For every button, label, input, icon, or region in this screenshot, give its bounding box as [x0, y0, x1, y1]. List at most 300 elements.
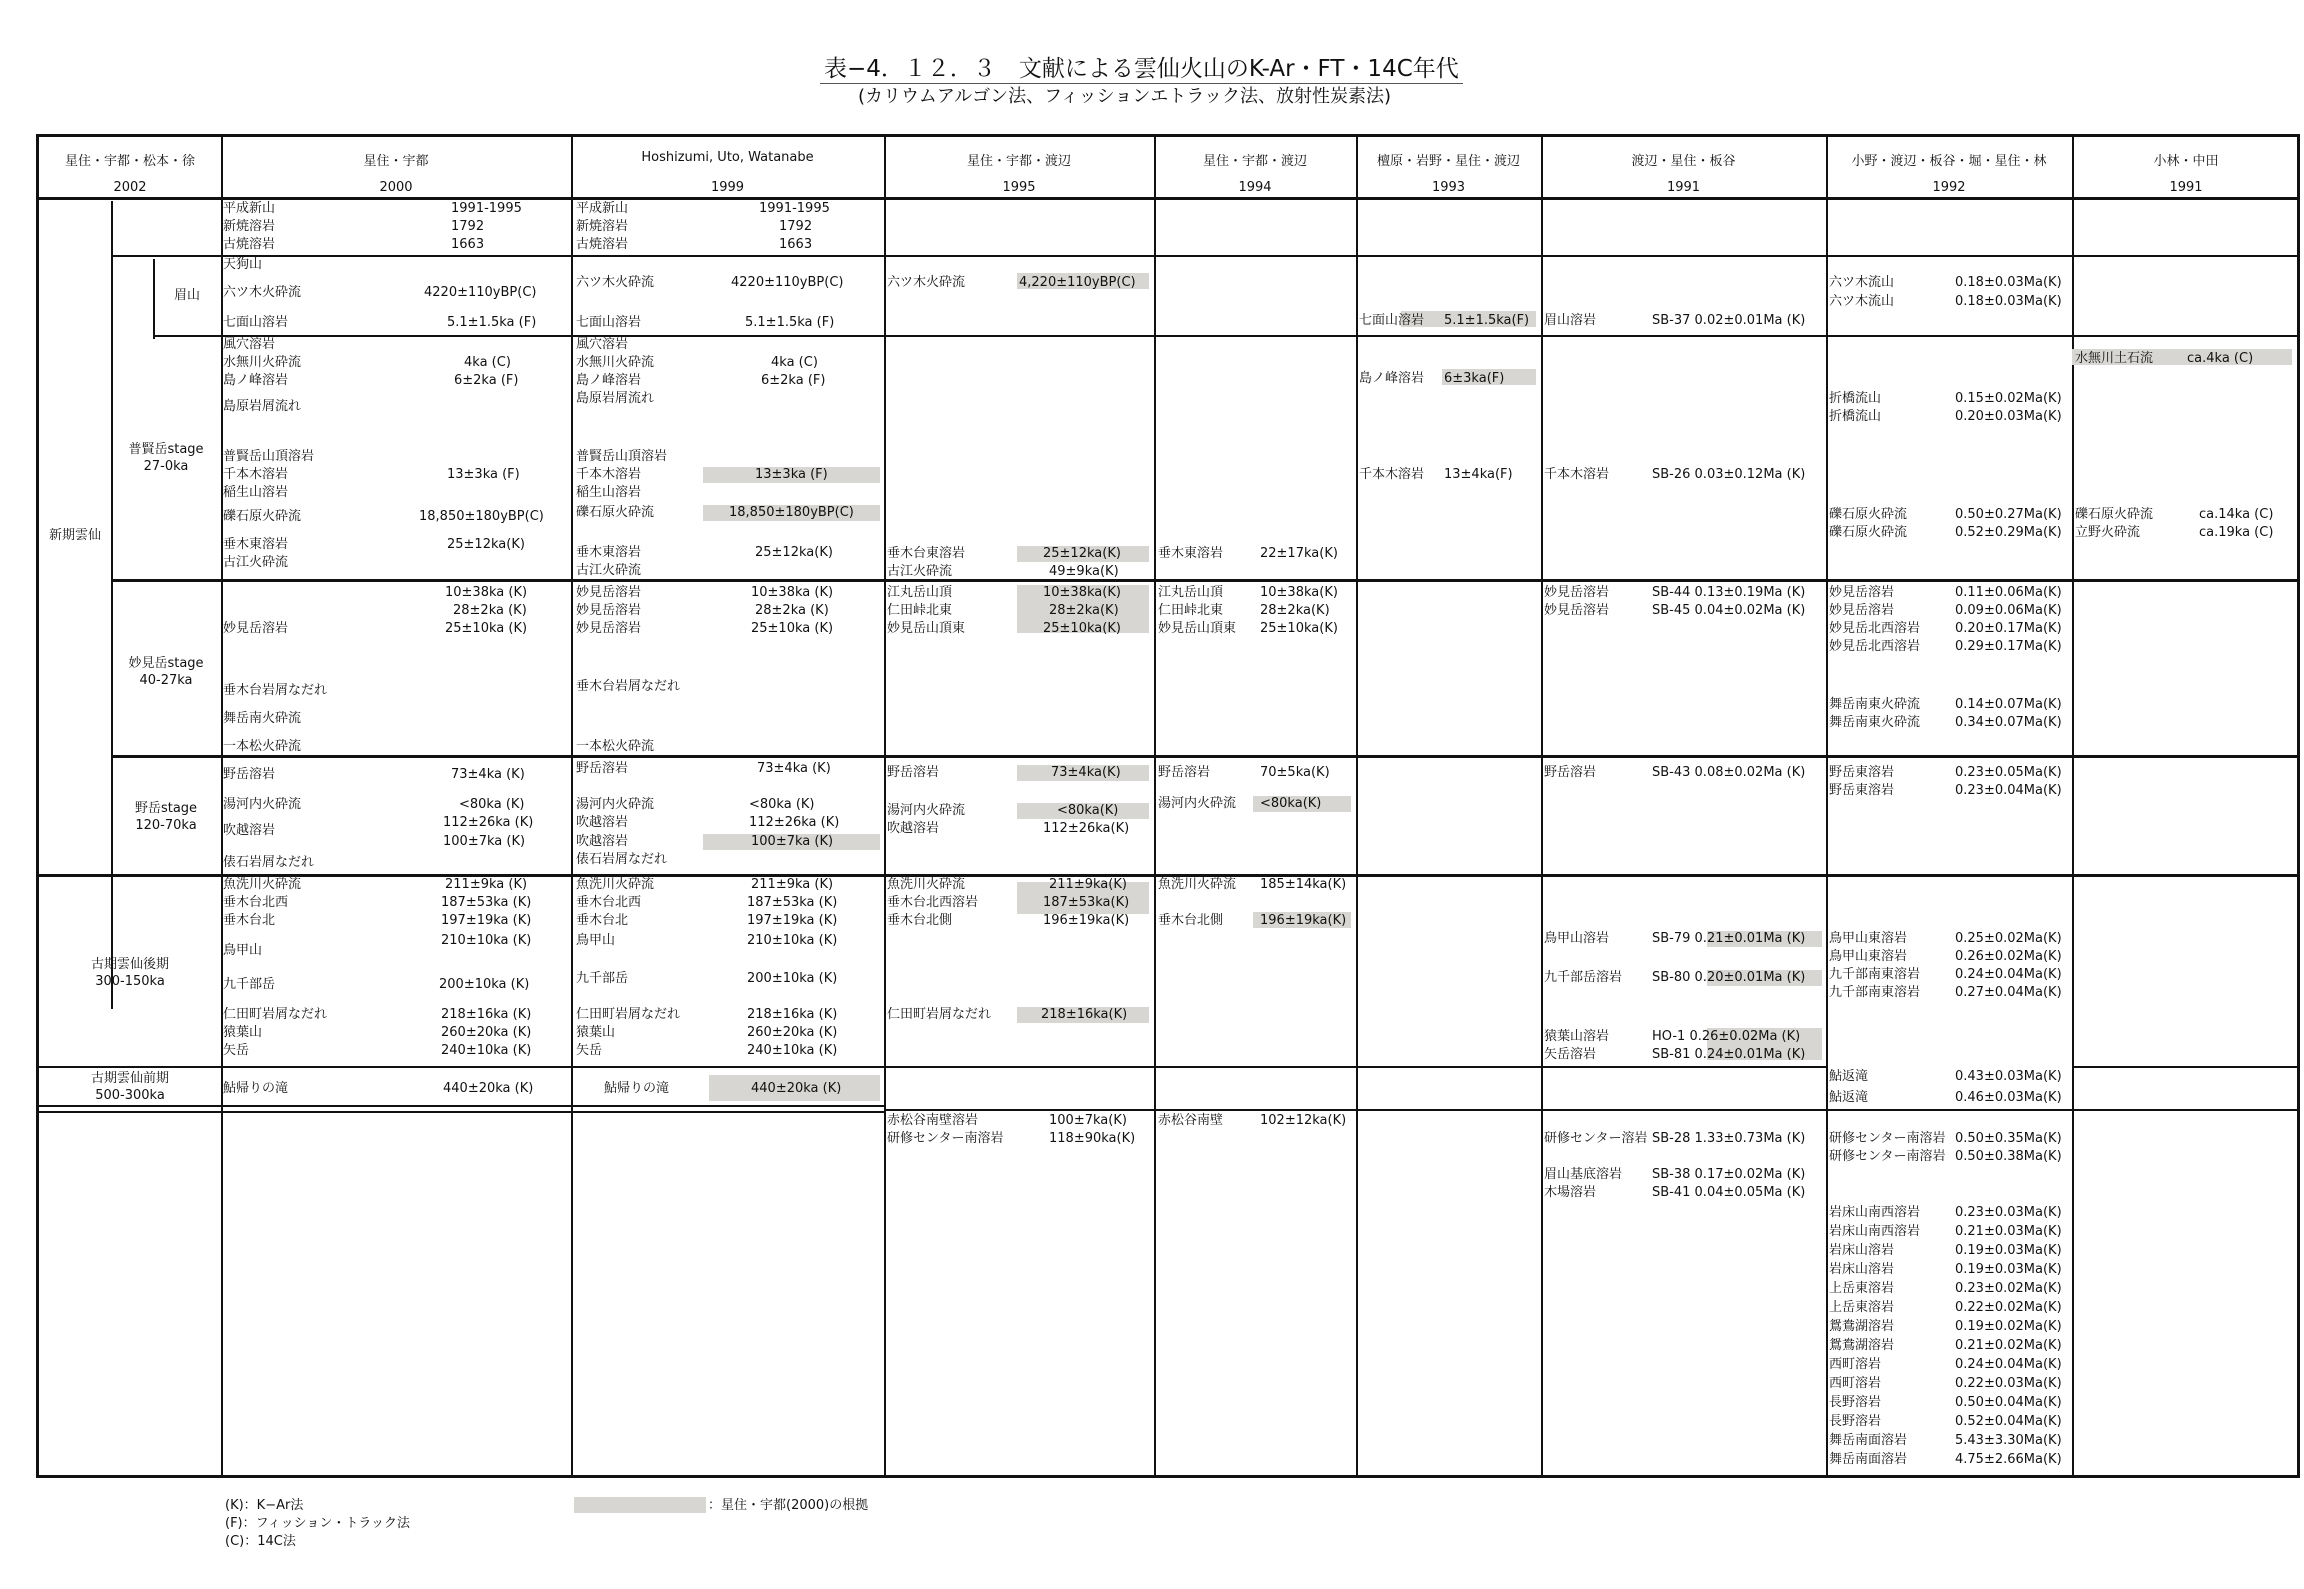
header-authors: 檀原・岩野・星住・渡辺 [1376, 154, 1520, 169]
cell-name: 垂木東溶岩 [223, 537, 289, 552]
cell-age: 118±90ka(K) [1049, 1131, 1136, 1146]
header-authors: 星住・宇都 [363, 154, 429, 169]
cell-name: 六ツ木流山 [1829, 294, 1895, 309]
cell-age: 0.50±0.04Ma(K) [1955, 1395, 2062, 1410]
cell-name: 赤松谷南壁 [1158, 1113, 1224, 1128]
cell-age: 196±19ka(K) [1260, 913, 1347, 928]
cell-name: 妙見岳溶岩 [1544, 603, 1610, 618]
cell-age: SB-44 0.13±0.19Ma (K) [1652, 585, 1806, 600]
cell-name: 垂木台岩屑なだれ [576, 679, 681, 694]
cell-age: ca.4ka (C) [2187, 351, 2254, 366]
cell-name: 島ノ峰溶岩 [576, 373, 642, 388]
cell-name: 研修センター南溶岩 [887, 1131, 1004, 1146]
row-rule [2072, 1066, 2300, 1068]
cell-name: 矢岳 [576, 1043, 603, 1058]
cell-age: 5.1±1.5ka (F) [745, 315, 835, 330]
cell-name: 千本木溶岩 [1359, 467, 1425, 482]
cell-age: 0.20±0.17Ma(K) [1955, 621, 2062, 636]
cell-age: 0.20±0.03Ma(K) [1955, 409, 2062, 424]
cell-name: 魚洗川火砕流 [223, 877, 302, 892]
cell-age: 0.52±0.29Ma(K) [1955, 525, 2062, 540]
cell-name: 猿葉山 [576, 1025, 616, 1040]
header-year: 2002 [113, 180, 147, 195]
cell-age: 0.27±0.04Ma(K) [1955, 985, 2062, 1000]
cell-name: 九千部岳 [576, 971, 629, 986]
cell-name: 俵石岩屑なだれ [223, 855, 315, 870]
cell-name: 垂木台北西 [576, 895, 642, 910]
cell-age: <80ka(K) [1057, 803, 1119, 818]
cell-name: 立野火砕流 [2075, 525, 2141, 540]
cell-age: 196±19ka(K) [1043, 913, 1130, 928]
cell-name: 野岳溶岩 [576, 761, 629, 776]
cell-name: 一本松火砕流 [223, 739, 302, 754]
cell-age: 28±2ka (K) [453, 603, 527, 618]
cell-age: 197±19ka (K) [747, 913, 838, 928]
cell-name: 島ノ峰溶岩 [1359, 371, 1425, 386]
cell-name: 魚洗川火砕流 [887, 877, 966, 892]
cell-age: 0.19±0.03Ma(K) [1955, 1262, 2062, 1277]
cell-name: 吹越溶岩 [576, 815, 629, 830]
cell-name: 西町溶岩 [1829, 1376, 1882, 1391]
cell-name: 舞岳南面溶岩 [1829, 1433, 1908, 1448]
group-shinki: 新期雲仙 [48, 528, 101, 543]
cell-age: ca.14ka (C) [2199, 507, 2274, 522]
cell-age: 28±2ka (K) [755, 603, 829, 618]
cell-name: 湯河内火砕流 [887, 803, 966, 818]
cell-age: 197±19ka (K) [441, 913, 532, 928]
cell-age: 28±2ka(K) [1049, 603, 1119, 618]
page-subtitle: (カリウムアルゴン法、フィッションエトラック法、放射性炭素法) [858, 86, 1391, 107]
cell-name: 上岳東溶岩 [1829, 1281, 1895, 1296]
cell-name: 鮎返滝 [1829, 1090, 1869, 1105]
cell-age: 0.43±0.03Ma(K) [1955, 1069, 2062, 1084]
cell-name: 島原岩屑流れ [223, 399, 302, 414]
cell-age: 0.11±0.06Ma(K) [1955, 585, 2062, 600]
cell-age: 100±7ka (K) [443, 834, 526, 849]
cell-name: 野岳東溶岩 [1829, 783, 1895, 798]
cell-name: 猿葉山溶岩 [1544, 1029, 1610, 1044]
cell-name: 仁田町岩屑なだれ [223, 1007, 328, 1022]
cell-age: SB-45 0.04±0.02Ma (K) [1652, 603, 1806, 618]
cell-age: 4,220±110yBP(C) [1019, 275, 1136, 290]
cell-name: 湯河内火砕流 [223, 797, 302, 812]
cell-name: 古江火砕流 [887, 564, 953, 579]
cell-name: 研修センター南溶岩 [1829, 1149, 1946, 1164]
cell-age: 73±4ka (K) [757, 761, 831, 776]
row-rule [111, 579, 2300, 582]
cell-name: 折橋流山 [1829, 409, 1882, 424]
cell-age: SB-43 0.08±0.02Ma (K) [1652, 765, 1806, 780]
cell-name: 千本木溶岩 [1544, 467, 1610, 482]
cell-name: 矢岳溶岩 [1544, 1047, 1597, 1062]
cell-name: 礫石原火砕流 [1829, 507, 1908, 522]
cell-name: 仁田峠北東 [887, 603, 953, 618]
cell-name: 妙見岳溶岩 [223, 621, 289, 636]
cell-age: 5.43±3.30Ma(K) [1955, 1433, 2062, 1448]
cell-name: 鮎返滝 [1829, 1069, 1869, 1084]
cell-name: 古焼溶岩 [576, 237, 629, 252]
row-rule [884, 1109, 2300, 1111]
cell-age: 200±10ka (K) [747, 971, 838, 986]
header-authors: 星住・宇都・渡辺 [1202, 154, 1307, 169]
cell-name: 妙見岳溶岩 [1544, 585, 1610, 600]
cell-name: 舞岳南火砕流 [223, 711, 302, 726]
cell-name: 新焼溶岩 [576, 219, 629, 234]
cell-age: 0.24±0.04Ma(K) [1955, 1357, 2062, 1372]
cell-age: 112±26ka (K) [443, 815, 534, 830]
cell-age: 0.23±0.03Ma(K) [1955, 1205, 2062, 1220]
cell-name: 普賢岳山頂溶岩 [223, 449, 315, 464]
cell-age: 10±38ka(K) [1260, 585, 1338, 600]
cell-age: 22±17ka(K) [1260, 546, 1338, 561]
cell-name: 垂木東溶岩 [576, 545, 642, 560]
cell-age: 10±38ka (K) [751, 585, 834, 600]
cell-age: 0.50±0.35Ma(K) [1955, 1131, 2062, 1146]
cell-name: 鴛鴦湖溶岩 [1829, 1319, 1895, 1334]
cell-age: 6±3ka(F) [1444, 371, 1505, 386]
cell-age: 4.75±2.66Ma(K) [1955, 1452, 2062, 1467]
header-rule [39, 197, 2300, 200]
cell-name: 猿葉山 [223, 1025, 263, 1040]
cell-age: 5.1±1.5ka (F) [447, 315, 537, 330]
header-year: 1999 [710, 180, 745, 195]
header-year: 1994 [1238, 180, 1272, 195]
cell-age: 0.19±0.03Ma(K) [1955, 1243, 2062, 1258]
cell-age: 0.14±0.07Ma(K) [1955, 697, 2062, 712]
cell-name: 野岳溶岩 [1158, 765, 1211, 780]
cell-age: 210±10ka (K) [441, 933, 532, 948]
cell-age: 0.09±0.06Ma(K) [1955, 603, 2062, 618]
cell-name: 妙見岳山頂東 [887, 621, 966, 636]
cell-name: 千本木溶岩 [223, 467, 289, 482]
header-authors: 星住・宇都・渡辺 [966, 154, 1071, 169]
cell-age: 211±9ka (K) [445, 877, 528, 892]
cell-age: 25±12ka(K) [447, 537, 525, 552]
row-rule [39, 1111, 884, 1113]
cell-name: 研修センター溶岩 [1544, 1131, 1648, 1146]
cell-age: <80ka (K) [749, 797, 815, 812]
cell-age: 0.18±0.03Ma(K) [1955, 294, 2062, 309]
group-myoken: 妙見岳stage [128, 656, 204, 671]
cell-name: 湯河内火砕流 [1158, 796, 1237, 811]
cell-age: 0.23±0.05Ma(K) [1955, 765, 2062, 780]
cell-age: 13±3ka (F) [447, 467, 520, 482]
cell-age: 0.52±0.04Ma(K) [1955, 1414, 2062, 1429]
cell-age: 0.34±0.07Ma(K) [1955, 715, 2062, 730]
cell-name: 水無川火砕流 [223, 355, 302, 370]
cell-age: 25±10ka (K) [751, 621, 834, 636]
cell-name: 岩床山溶岩 [1829, 1262, 1895, 1277]
cell-age: 25±12ka(K) [755, 545, 833, 560]
cell-age: 13±3ka (F) [755, 467, 828, 482]
cell-name: 古江火砕流 [576, 563, 642, 578]
col-divider [1154, 137, 1156, 1478]
cell-name: 妙見岳溶岩 [1829, 603, 1895, 618]
cell-name: 島原岩屑流れ [576, 391, 655, 406]
cell-age: 73±4ka(K) [1051, 765, 1121, 780]
cell-name: 江丸岳山頂 [887, 585, 953, 600]
cell-name: 普賢岳山頂溶岩 [576, 449, 668, 464]
cell-name: 七面山溶岩 [223, 315, 289, 330]
cell-name: 仁田峠北東 [1158, 603, 1224, 618]
cell-age: 73±4ka (K) [451, 767, 525, 782]
header-authors: Hoshizumi, Uto, Watanabe [641, 150, 814, 165]
cell-name: 俵石岩屑なだれ [576, 852, 668, 867]
cell-name: 舞岳南東火砕流 [1829, 697, 1921, 712]
cell-name: 新焼溶岩 [223, 219, 276, 234]
cell-name: 平成新山 [576, 201, 629, 216]
cell-age: HO-1 0.26±0.02Ma (K) [1652, 1029, 1801, 1044]
cell-age: 6±2ka (F) [454, 373, 519, 388]
header-authors: 渡辺・星住・板谷 [1631, 154, 1736, 169]
cell-name: 野岳東溶岩 [1829, 765, 1895, 780]
cell-age: SB-79 0.21±0.01Ma (K) [1652, 931, 1806, 946]
page-title: 表−4．１２．３ 文献による雲仙火山のK-Ar・FT・14C年代 [820, 50, 1463, 84]
cell-age: 4220±110yBP(C) [424, 285, 537, 300]
cell-age: 260±20ka (K) [747, 1025, 838, 1040]
header-year: 2000 [379, 180, 413, 195]
cell-name: 九千部岳 [223, 977, 276, 992]
cell-age: 187±53ka (K) [747, 895, 838, 910]
cell-age: 4220±110yBP(C) [731, 275, 844, 290]
cell-name: 眉山溶岩 [1544, 313, 1597, 328]
header-year: 1995 [1002, 180, 1036, 195]
group-nodake-age: 120-70ka [135, 818, 197, 833]
cell-age: 112±26ka(K) [1043, 821, 1130, 836]
cell-age: 1792 [779, 219, 813, 234]
col-divider [1541, 137, 1543, 1478]
header-year: 1991 [1666, 180, 1701, 195]
cell-age: 187±53ka(K) [1043, 895, 1130, 910]
cell-name: 上岳東溶岩 [1829, 1300, 1895, 1315]
cell-age: SB-41 0.04±0.05Ma (K) [1652, 1185, 1806, 1200]
cell-age: 0.46±0.03Ma(K) [1955, 1090, 2062, 1105]
cell-name: 鮎帰りの滝 [223, 1081, 289, 1096]
cell-name: 稲生山溶岩 [576, 485, 642, 500]
cell-name: 魚洗川火砕流 [576, 877, 655, 892]
group-fugen-age: 27-0ka [143, 459, 189, 474]
cell-name: 西町溶岩 [1829, 1357, 1882, 1372]
cell-name: 垂木台北西 [223, 895, 289, 910]
cell-age: 1792 [451, 219, 485, 234]
legend-f: (F)：フィッション・トラック法 [225, 1516, 411, 1531]
cell-age: 187±53ka (K) [441, 895, 532, 910]
cell-name: 六ツ木流山 [1829, 275, 1895, 290]
row-rule [153, 335, 2300, 337]
cell-name: 六ツ木火砕流 [223, 285, 302, 300]
header-authors: 小林・中田 [2153, 154, 2219, 169]
legend-k: (K)：K−Ar法 [225, 1498, 304, 1513]
cell-age: 218±16ka (K) [747, 1007, 838, 1022]
cell-age: 10±38ka (K) [445, 585, 528, 600]
cell-age: 0.19±0.02Ma(K) [1955, 1319, 2062, 1334]
cell-age: SB-28 1.33±0.73Ma (K) [1652, 1131, 1806, 1146]
cell-name: 江丸岳山頂 [1158, 585, 1224, 600]
cell-name: 風穴溶岩 [576, 337, 629, 352]
row-rule [111, 255, 2300, 257]
cell-age: 4ka (C) [771, 355, 818, 370]
cell-age: 1663 [451, 237, 485, 252]
col-divider [2072, 137, 2074, 1478]
row-rule [111, 755, 2300, 758]
cell-name: 七面山溶岩 [1359, 313, 1425, 328]
cell-name: 眉山基底溶岩 [1544, 1167, 1623, 1182]
cell-name: 礫石原火砕流 [576, 505, 655, 520]
cell-name: 岩床山南西溶岩 [1829, 1205, 1921, 1220]
row-rule [39, 1105, 884, 1107]
group-koki-early: 古期雲仙前期 [90, 1071, 169, 1086]
cell-name: 木場溶岩 [1544, 1185, 1597, 1200]
cell-name: 野岳溶岩 [887, 765, 940, 780]
cell-age: 0.23±0.02Ma(K) [1955, 1281, 2062, 1296]
cell-age: 0.26±0.02Ma(K) [1955, 949, 2062, 964]
cell-name: 吹越溶岩 [576, 834, 629, 849]
cell-name: 仁田町岩屑なだれ [887, 1007, 992, 1022]
cell-name: 六ツ木火砕流 [576, 275, 655, 290]
cell-age: 0.50±0.38Ma(K) [1955, 1149, 2062, 1164]
cell-age: 185±14ka(K) [1260, 877, 1347, 892]
cell-name: 長野溶岩 [1829, 1414, 1882, 1429]
cell-name: 一本松火砕流 [576, 739, 655, 754]
legend-shade-swatch [574, 1497, 706, 1513]
cell-name: 垂木台北 [576, 913, 629, 928]
cell-age: 211±9ka (K) [751, 877, 834, 892]
cell-name: 九千部南東溶岩 [1829, 985, 1921, 1000]
cell-age: 100±7ka(K) [1049, 1113, 1127, 1128]
cell-name: 妙見岳北西溶岩 [1829, 639, 1921, 654]
cell-name: 舞岳南東火砕流 [1829, 715, 1921, 730]
header-authors: 星住・宇都・松本・徐 [64, 154, 195, 169]
cell-name: 妙見岳溶岩 [1829, 585, 1895, 600]
cell-name: 平成新山 [223, 201, 276, 216]
cell-age: SB-80 0.20±0.01Ma (K) [1652, 970, 1806, 985]
cell-name: 鳥甲山 [576, 933, 616, 948]
cell-age: 440±20ka (K) [443, 1081, 534, 1096]
cell-age: 0.24±0.04Ma(K) [1955, 967, 2062, 982]
cell-name: 風穴溶岩 [223, 337, 276, 352]
cell-name: 野岳溶岩 [1544, 765, 1597, 780]
cell-name: 鴛鴦湖溶岩 [1829, 1338, 1895, 1353]
legend-c: (C)：14C法 [225, 1534, 296, 1549]
col-divider [884, 137, 886, 1478]
cell-name: 吹越溶岩 [223, 823, 276, 838]
group-mayuyama: 眉山 [173, 288, 200, 303]
cell-name: 舞岳南面溶岩 [1829, 1452, 1908, 1467]
cell-age: 4ka (C) [464, 355, 511, 370]
cell-name: 野岳溶岩 [223, 767, 276, 782]
cell-name: 仁田町岩屑なだれ [576, 1007, 681, 1022]
cell-age: 210±10ka (K) [747, 933, 838, 948]
cell-name: 礫石原火砕流 [2075, 507, 2154, 522]
cell-age: 28±2ka(K) [1260, 603, 1330, 618]
cell-age: 0.15±0.02Ma(K) [1955, 391, 2062, 406]
cell-name: 妙見岳溶岩 [576, 585, 642, 600]
cell-name: 鳥甲山溶岩 [1544, 931, 1610, 946]
group-myoken-age: 40-27ka [139, 673, 193, 688]
cell-name: 六ツ木火砕流 [887, 275, 966, 290]
header-authors: 小野・渡辺・板谷・堀・星住・林 [1851, 154, 2047, 169]
cell-name: 赤松谷南壁溶岩 [887, 1113, 979, 1128]
cell-name: 水無川土石流 [2075, 351, 2154, 366]
cell-age: 0.21±0.02Ma(K) [1955, 1338, 2062, 1353]
cell-age: 25±10ka(K) [1260, 621, 1338, 636]
cell-name: 妙見岳溶岩 [576, 603, 642, 618]
legend-shade: ：星住・宇都(2000)の根拠 [708, 1498, 869, 1513]
cell-age: 260±20ka (K) [441, 1025, 532, 1040]
cell-name: 長野溶岩 [1829, 1395, 1882, 1410]
cell-age: 25±10ka (K) [445, 621, 528, 636]
cell-age: 440±20ka (K) [751, 1081, 842, 1096]
cell-name: 鳥甲山東溶岩 [1829, 931, 1908, 946]
cell-name: 古江火砕流 [223, 555, 289, 570]
cell-age: 18,850±180yBP(C) [729, 505, 854, 520]
cell-age: 0.22±0.03Ma(K) [1955, 1376, 2062, 1391]
cell-name: 折橋流山 [1829, 391, 1882, 406]
cell-name: 礫石原火砕流 [223, 509, 302, 524]
cell-name: 妙見岳山頂東 [1158, 621, 1237, 636]
cell-age: 70±5ka(K) [1260, 765, 1330, 780]
cell-age: 100±7ka (K) [751, 834, 834, 849]
age-table [36, 134, 2300, 1478]
cell-age: 10±38ka(K) [1043, 585, 1121, 600]
group-divider [111, 201, 113, 1009]
cell-age: 0.25±0.02Ma(K) [1955, 931, 2062, 946]
cell-name: 垂木台北 [223, 913, 276, 928]
cell-age: 200±10ka (K) [439, 977, 530, 992]
group-koki-late-age: 300-150ka [95, 974, 165, 989]
cell-name: 九千部南東溶岩 [1829, 967, 1921, 982]
row-rule [39, 1066, 1826, 1068]
cell-name: 千本木溶岩 [576, 467, 642, 482]
cell-age: 1991-1995 [759, 201, 830, 216]
cell-age: 0.21±0.03Ma(K) [1955, 1224, 2062, 1239]
cell-name: 鳥甲山東溶岩 [1829, 949, 1908, 964]
header-year: 1991 [2169, 180, 2203, 195]
group-koki-late: 古期雲仙後期 [90, 957, 169, 972]
cell-name: 古焼溶岩 [223, 237, 276, 252]
cell-age: 0.29±0.17Ma(K) [1955, 639, 2062, 654]
col-divider [1356, 137, 1358, 1478]
cell-age: 5.1±1.5ka(F) [1444, 313, 1530, 328]
cell-age: SB-81 0.24±0.01Ma (K) [1652, 1047, 1806, 1062]
cell-age: SB-37 0.02±0.01Ma (K) [1652, 313, 1806, 328]
cell-age: 0.50±0.27Ma(K) [1955, 507, 2062, 522]
col-divider [1826, 137, 1828, 1478]
cell-age: 0.18±0.03Ma(K) [1955, 275, 2062, 290]
cell-name: 九千部岳溶岩 [1544, 970, 1623, 985]
cell-age: SB-26 0.03±0.12Ma (K) [1652, 467, 1806, 482]
cell-name: 魚洗川火砕流 [1158, 877, 1237, 892]
cell-age: 18,850±180yBP(C) [419, 509, 544, 524]
cell-age: 49±9ka(K) [1049, 564, 1119, 579]
cell-name: 鮎帰りの滝 [604, 1081, 670, 1096]
cell-name: 垂木台北側 [887, 913, 953, 928]
cell-age: 218±16ka(K) [1041, 1007, 1128, 1022]
cell-age: 218±16ka (K) [441, 1007, 532, 1022]
cell-name: 垂木台東溶岩 [887, 546, 966, 561]
cell-name: 垂木東溶岩 [1158, 546, 1224, 561]
cell-age: 240±10ka (K) [747, 1043, 838, 1058]
col-divider [571, 137, 573, 1478]
cell-name: 島ノ峰溶岩 [223, 373, 289, 388]
cell-age: 240±10ka (K) [441, 1043, 532, 1058]
cell-name: 岩床山溶岩 [1829, 1243, 1895, 1258]
cell-age: 102±12ka(K) [1260, 1113, 1347, 1128]
cell-age: <80ka(K) [1260, 796, 1322, 811]
cell-age: 25±10ka(K) [1043, 621, 1121, 636]
group-fugen: 普賢岳stage [128, 442, 204, 457]
cell-name: 研修センター南溶岩 [1829, 1131, 1946, 1146]
